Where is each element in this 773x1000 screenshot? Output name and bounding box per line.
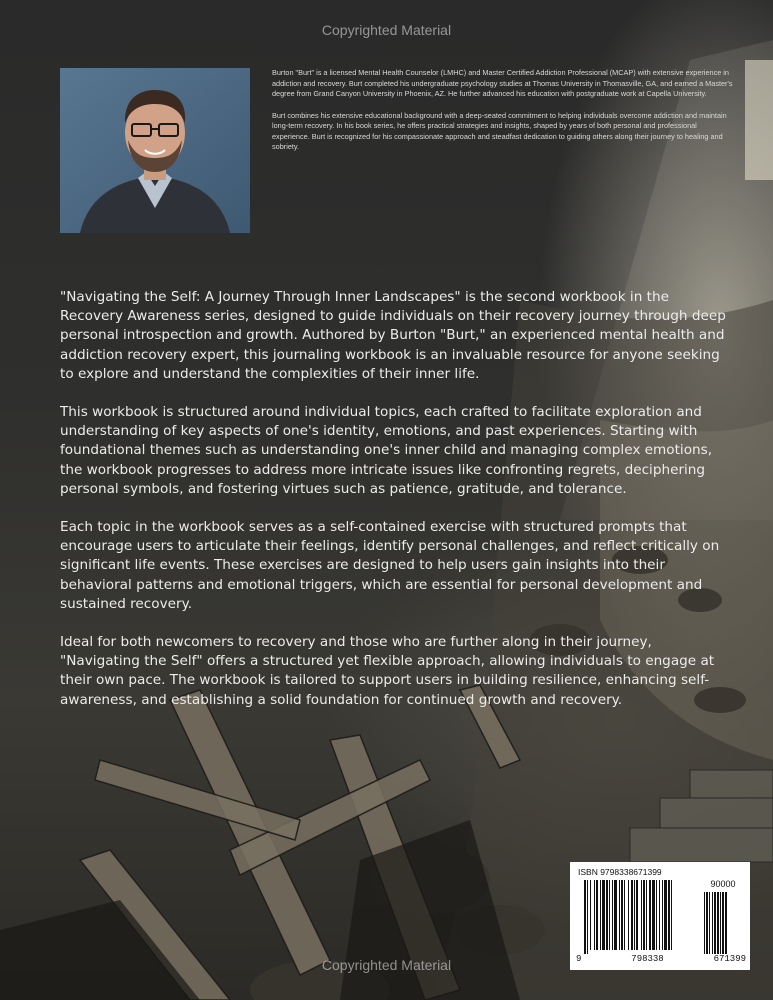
barcode-addon-bar bbox=[720, 892, 721, 954]
barcode-bar bbox=[628, 880, 629, 950]
barcode-addon-bar bbox=[722, 892, 724, 954]
barcode-bar bbox=[656, 880, 657, 950]
barcode-bar bbox=[643, 880, 645, 950]
barcode-addon-bar bbox=[714, 892, 716, 954]
barcode-digit-group: 671399 bbox=[713, 954, 746, 964]
barcode-addon-bar bbox=[725, 892, 727, 954]
barcode-bar bbox=[664, 880, 667, 950]
barcode-bar bbox=[659, 880, 660, 950]
barcode-bar bbox=[606, 880, 608, 950]
isbn-label: ISBN 9798338671399 bbox=[578, 867, 662, 877]
description-paragraph: Ideal for both newcomers to recovery and those who are further along in their journey, "Navigating the Self" offers a structured yet flexible approach, allowing individuals to engage at their own pace. The workbook is tailored to support users in building resilience, enhancing self-awareness, and establishing a solid foundation for continued growth and recovery. bbox=[60, 634, 715, 708]
barcode-bar bbox=[631, 880, 633, 950]
barcode-bar bbox=[671, 880, 672, 950]
description-paragraph: "Navigating the Self: A Journey Through Inner Landscapes" is the second workbook in the Recovery Awareness series, designed to guide individuals on their recovery journey through deep personal introspection and growth. Authored by Burton "Burt," an experienced mental health and addiction recovery expert, this journaling workbook is an invaluable resource for anyone seeking to explore and understand the complexities of their inner life. bbox=[60, 289, 726, 382]
light-window bbox=[745, 60, 773, 180]
watermark-top: Copyrighted Material bbox=[321, 22, 452, 38]
barcode-bar bbox=[600, 880, 601, 950]
barcode-bar bbox=[612, 880, 613, 950]
barcode-bar bbox=[662, 880, 663, 950]
barcode-bar bbox=[619, 880, 620, 950]
barcode-bar bbox=[652, 880, 655, 950]
watermark-bottom: Copyrighted Material bbox=[321, 957, 452, 973]
author-bio bbox=[272, 68, 734, 164]
barcode-bar bbox=[641, 880, 642, 950]
barcode-digit-group: 798338 bbox=[631, 954, 664, 964]
barcode-addon-bar bbox=[709, 892, 710, 954]
barcode-bar bbox=[584, 880, 586, 954]
barcode-bar bbox=[587, 880, 588, 954]
isbn-barcode bbox=[570, 862, 750, 970]
author-bio-paragraph: Burt combines his extensive educational background with a deep-seated commitment to helping individuals overcome addiction and maintain long-term recovery. In his book series, he offers practical strategies and insights, shaped by years of both personal and professional experience. Burt is recognized for his compassionate approach and steadfast dedication to guiding others along their journey to healing and sobriety. bbox=[272, 110, 727, 151]
barcode-addon-bar bbox=[706, 892, 708, 954]
barcode-digit-group: 9 bbox=[576, 954, 582, 964]
barcode-bar bbox=[668, 880, 670, 950]
barcode-bar bbox=[594, 880, 595, 950]
price-code: 90000 bbox=[710, 879, 736, 889]
barcode-addon-bar bbox=[704, 892, 705, 954]
barcode-addon-bar bbox=[712, 892, 713, 954]
barcode-bar bbox=[636, 880, 638, 950]
barcode-bar bbox=[596, 880, 598, 950]
barcode-bar bbox=[590, 880, 591, 950]
barcode-bar bbox=[634, 880, 635, 950]
barcode-bar bbox=[602, 880, 605, 950]
author-bio-paragraph: Burton "Burt" is a licensed Mental Health Counselor (LMHC) and Master Certified Addiction Professional (MCAP) with extensive experience in addiction and recovery. Burt completed his undergraduate psychology studies at Thomas University in Thomasville, GA, and earned a Master's degree from Grand Canyon University in Phoenix, AZ. He further advanced his education with postgraduate work at Capella University. bbox=[272, 68, 733, 98]
barcode-addon-bar bbox=[717, 892, 719, 954]
book-description bbox=[60, 288, 732, 729]
author-portrait bbox=[60, 68, 250, 233]
barcode-bar bbox=[614, 880, 617, 950]
description-paragraph: This workbook is structured around individual topics, each crafted to facilitate exploration and understanding of key aspects of one's identity, emotions, and past experiences. Starting with foundational themes such as understanding one's inner child and managing complex emotions, the workbook progresses to address more intricate issues like confronting regrets, deciphering personal symbols, and fostering virtues such as patience, gratitude, and tolerance. bbox=[60, 404, 713, 497]
barcode-bar bbox=[624, 880, 625, 950]
author-photo bbox=[60, 68, 250, 233]
barcode-bar bbox=[609, 880, 610, 950]
barcode-bar bbox=[621, 880, 623, 950]
barcode-bar bbox=[646, 880, 647, 950]
description-paragraph: Each topic in the workbook serves as a self-contained exercise with structured prompts that encourage users to articulate their feelings, identify personal challenges, and reflect critically on significant life events. These exercises are designed to help users gain insights into their behavioral patterns and emotional triggers, which are essential for personal development and sustained recovery. bbox=[60, 519, 720, 612]
barcode-bar bbox=[649, 880, 651, 950]
